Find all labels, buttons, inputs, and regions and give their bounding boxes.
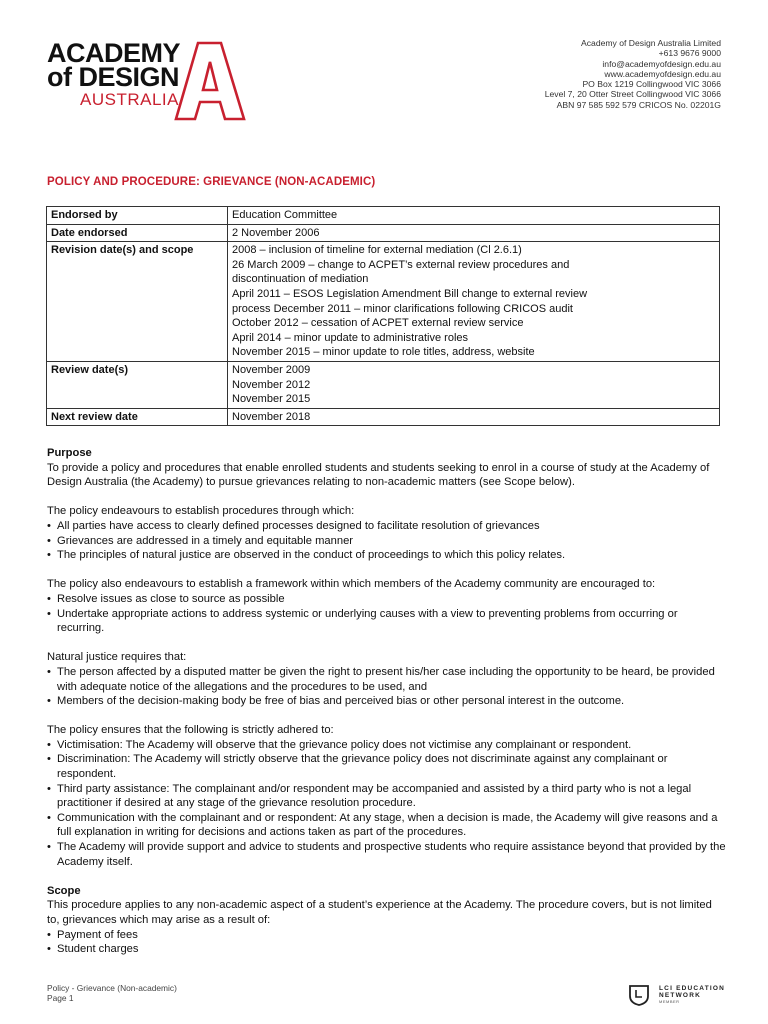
table-value-line: October 2012 – cessation of ACPET external review service — [232, 317, 524, 330]
table-value-line: 2008 – inclusion of timeline for external mediation (Cl 2.6.1) — [232, 244, 522, 257]
table-value-line: 2 November 2006 — [232, 226, 320, 239]
table-value-line: April 2014 – minor update to administrative roles — [232, 331, 469, 344]
table-value — [228, 224, 720, 242]
table-value-line: process December 2011 – minor clarifications following CRICOS audit — [232, 302, 573, 315]
lci-line: NETWORK — [659, 992, 701, 999]
document-body — [47, 446, 727, 957]
policy-info-table — [46, 206, 720, 426]
address-block — [545, 38, 721, 110]
lci-member: MEMBER — [659, 999, 680, 1004]
lci-text — [659, 985, 725, 999]
list-item: • Payment of fees — [47, 928, 727, 943]
paragraph: The policy also endeavours to establish a framework within which members of the Academy community are encouraged to: — [47, 578, 656, 591]
table-value-line: November 2018 — [232, 410, 311, 423]
table-value — [228, 242, 720, 362]
list-item: • Student charges — [47, 942, 727, 957]
list-item: • Resolve issues as close to source as possible — [47, 592, 727, 607]
address-line: +613 9676 9000 — [658, 48, 721, 59]
lci-network-logo — [628, 984, 728, 1006]
list-item: • Grievances are addressed in a timely and equitable manner — [47, 534, 727, 549]
table-key: Review date(s) — [47, 361, 228, 408]
table-value-line: November 2015 – minor update to role titles, address, website — [232, 346, 535, 359]
logo-line-2: of DESIGN — [47, 62, 180, 92]
table-key: Revision date(s) and scope — [47, 242, 228, 362]
list-item: • Discrimination: The Academy will strictly observe that the grievance policy does not discriminate against any complainant or respondent. — [47, 752, 727, 781]
purpose-intro: To provide a policy and procedures that enable enrolled students and students seeking to enrol in a course of study at the Academy of Design Australia (the Academy) to pursue grievances relating to non-academic matters (see Scope below). — [47, 461, 710, 489]
table-row — [47, 242, 720, 362]
address-line: Academy of Design Australia Limited — [581, 38, 721, 48]
academy-logo — [47, 40, 257, 122]
list-item: • Victimisation: The Academy will observe that the grievance policy does not victimise any complainant or respondent. — [47, 738, 727, 753]
bullet-list — [47, 665, 727, 709]
table-value-line: November 2015 — [232, 393, 311, 406]
logo-a-mark-icon — [167, 40, 247, 122]
table-value — [228, 361, 720, 408]
table-value-line: 26 March 2009 – change to ACPET’s external review procedures and — [232, 258, 570, 271]
table-key: Next review date — [47, 408, 228, 426]
scope-heading: Scope — [47, 884, 81, 897]
purpose-heading: Purpose — [47, 447, 92, 459]
document-title: POLICY AND PROCEDURE: GRIEVANCE (NON-ACADEMIC) — [47, 176, 376, 188]
table-value-line: November 2009 — [232, 363, 311, 376]
table-value-line: November 2012 — [232, 378, 311, 391]
bullet-list — [47, 519, 727, 563]
logo-line-1: ACADEMY — [47, 38, 181, 68]
list-item: • The principles of natural justice are observed in the conduct of proceedings to which this policy relates. — [47, 548, 727, 563]
bullet-list — [47, 928, 727, 957]
bullet-list — [47, 738, 727, 869]
table-value-line: April 2011 – ESOS Legislation Amendment Bill change to external review — [232, 287, 588, 300]
logo-line-3: AUSTRALIA — [80, 90, 179, 109]
list-item: • Members of the decision-making body be free of bias and perceived bias or other personal interest in the outcome. — [47, 694, 727, 709]
list-item: • The person affected by a disputed matter be given the right to present his/her case including the opportunity to be heard, be provided with adequate notice of the allegations and the procedures to be used, and — [47, 665, 727, 694]
list-item: • Undertake appropriate actions to address systemic or underlying causes with a view to preventing problems from occurring or recurring. — [47, 607, 727, 636]
table-row — [47, 408, 720, 426]
table-row — [47, 224, 720, 242]
table-key: Endorsed by — [47, 207, 228, 225]
table-value — [228, 207, 720, 225]
list-item: • The Academy will provide support and advice to students and prospective students who require assistance beyond that provided by the Academy itself. — [47, 840, 727, 869]
address-email[interactable]: info@academyofdesign.edu.au — [602, 58, 721, 69]
address-line: PO Box 1219 Collingwood VIC 3066 — [582, 79, 721, 90]
lci-line: LCI EDUCATION — [659, 985, 726, 992]
lci-shield-icon — [628, 984, 650, 1006]
table-row — [47, 207, 720, 225]
page-footer — [47, 983, 177, 1003]
scope-text: This procedure applies to any non-academic aspect of a student’s experience at the Academy. The procedure covers, but is not limited to, grievances which may arise as a result of: — [47, 899, 712, 926]
paragraph: The policy endeavours to establish procedures through which: — [47, 505, 355, 518]
table-value — [228, 408, 720, 426]
bullet-list — [47, 592, 727, 636]
table-value-line: Education Committee — [232, 209, 338, 221]
address-website[interactable]: www.academyofdesign.edu.au — [604, 68, 721, 79]
address-line: ABN 97 585 592 579 CRICOS No. 02201G — [556, 99, 721, 110]
footer-page-number: Page 1 — [47, 993, 74, 1004]
table-row — [47, 361, 720, 408]
table-value-line: discontinuation of mediation — [232, 273, 369, 286]
paragraph: The policy ensures that the following is strictly adhered to: — [47, 724, 334, 737]
list-item: • Third party assistance: The complainant and/or respondent may be accompanied and assisted by a third party who is not a legal practitioner if desired at any stage of the grievance resolution procedure. — [47, 782, 727, 811]
paragraph: Natural justice requires that: — [47, 651, 187, 664]
address-line: Level 7, 20 Otter Street Collingwood VIC 3066 — [544, 89, 721, 100]
footer-doc-name: Policy - Grievance (Non-academic) — [47, 983, 177, 993]
list-item: • All parties have access to clearly defined processes designed to facilitate resolution of grievances — [47, 519, 727, 534]
list-item: • Communication with the complainant and or respondent: At any stage, when a decision is made, the Academy will give reasons and a full explanation in writing for decisions and actions taken as part of the procedures. — [47, 811, 727, 840]
table-key: Date endorsed — [47, 224, 228, 242]
